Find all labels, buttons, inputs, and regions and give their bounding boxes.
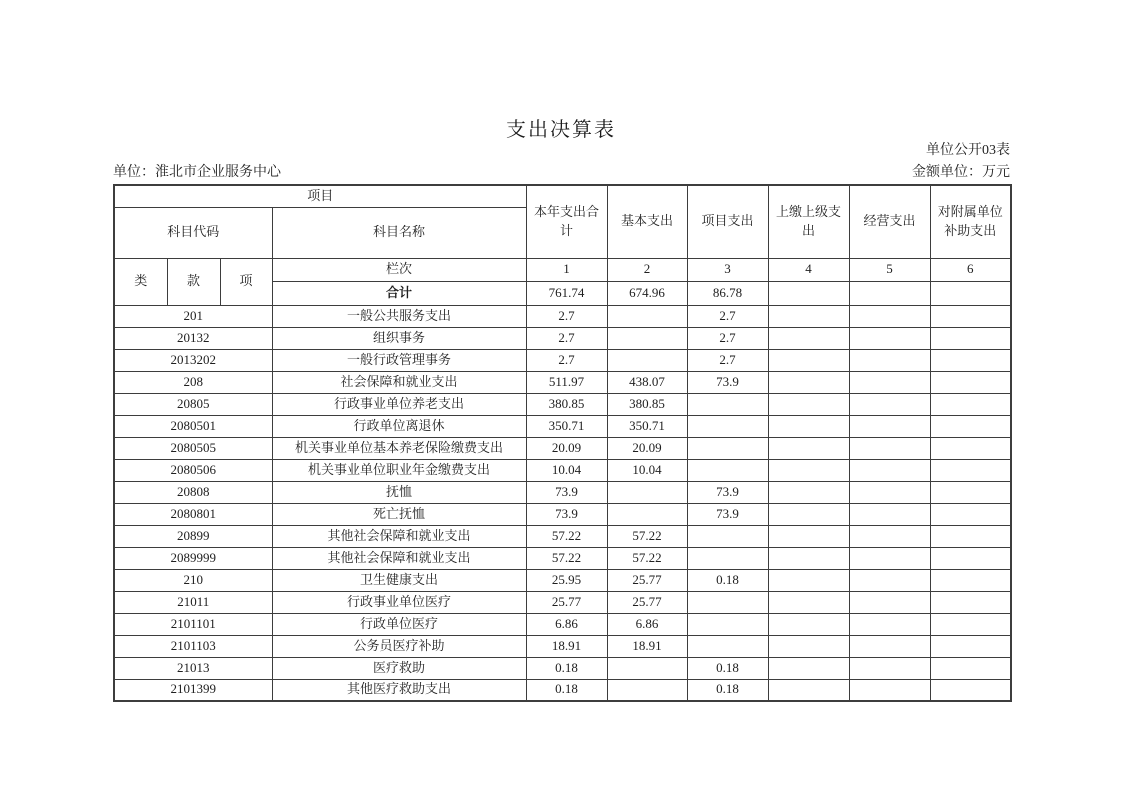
- value-cell: 0.18: [687, 657, 768, 679]
- value-cell: [930, 525, 1011, 547]
- subject-code-cell: 2101101: [114, 613, 272, 635]
- value-cell: [849, 525, 930, 547]
- value-cell: 73.9: [526, 481, 607, 503]
- value-cell: [930, 613, 1011, 635]
- subject-name-cell: 一般行政管理事务: [272, 349, 526, 371]
- value-cell: [849, 371, 930, 393]
- subject-name-cell: 抚恤: [272, 481, 526, 503]
- value-cell: [768, 437, 849, 459]
- value-cell: [930, 569, 1011, 591]
- subject-code-cell: 2101103: [114, 635, 272, 657]
- expenditure-table: [113, 184, 1012, 702]
- header-section: 款: [167, 258, 220, 305]
- table-row: [114, 569, 1011, 591]
- value-cell: 438.07: [607, 371, 687, 393]
- value-cell: [930, 591, 1011, 613]
- header-subject-code: 科目代码: [114, 207, 272, 258]
- value-cell: [687, 547, 768, 569]
- value-cell: 18.91: [607, 635, 687, 657]
- table-row: [114, 305, 1011, 327]
- value-cell: [607, 503, 687, 525]
- table-row: [114, 679, 1011, 701]
- subject-code-cell: 21011: [114, 591, 272, 613]
- table-row: [114, 591, 1011, 613]
- value-cell: 57.22: [607, 547, 687, 569]
- value-cell: 25.95: [526, 569, 607, 591]
- subject-name-cell: 医疗救助: [272, 657, 526, 679]
- value-cell: [930, 327, 1011, 349]
- value-cell: [768, 349, 849, 371]
- value-cell: 380.85: [526, 393, 607, 415]
- value-cell: [849, 393, 930, 415]
- value-cell: 73.9: [526, 503, 607, 525]
- value-cell: [930, 305, 1011, 327]
- value-cell: [768, 459, 849, 481]
- value-cell: [607, 657, 687, 679]
- value-cell: 6.86: [526, 613, 607, 635]
- value-cell: 0.18: [526, 657, 607, 679]
- subject-name-cell: 行政单位离退休: [272, 415, 526, 437]
- form-number: 单位公开03表: [926, 143, 1010, 158]
- table-row: [114, 657, 1011, 679]
- value-cell: [768, 481, 849, 503]
- page-title: 支出决算表: [506, 119, 616, 141]
- column-number: 6: [930, 258, 1011, 281]
- header-col-subsidy: 对附属单位补助支出: [930, 185, 1011, 258]
- subject-name-cell: 机关事业单位职业年金缴费支出: [272, 459, 526, 481]
- value-cell: [768, 503, 849, 525]
- subject-name-cell: 死亡抚恤: [272, 503, 526, 525]
- table-row: [114, 349, 1011, 371]
- value-cell: [687, 437, 768, 459]
- value-cell: [607, 305, 687, 327]
- subject-code-cell: 2101399: [114, 679, 272, 701]
- subject-name-cell: 组织事务: [272, 327, 526, 349]
- value-cell: [849, 415, 930, 437]
- subject-code-cell: 201: [114, 305, 272, 327]
- value-cell: [768, 371, 849, 393]
- value-cell: [930, 437, 1011, 459]
- value-cell: 0.18: [687, 569, 768, 591]
- value-cell: [607, 327, 687, 349]
- value-cell: [849, 327, 930, 349]
- value-cell: [930, 393, 1011, 415]
- value-cell: [849, 679, 930, 701]
- value-cell: [607, 349, 687, 371]
- subject-code-cell: 20808: [114, 481, 272, 503]
- table-header: [114, 185, 1011, 305]
- total-value: 674.96: [607, 281, 687, 305]
- subject-code-cell: 20899: [114, 525, 272, 547]
- value-cell: 380.85: [607, 393, 687, 415]
- table-row: [114, 635, 1011, 657]
- column-number: 2: [607, 258, 687, 281]
- value-cell: [930, 657, 1011, 679]
- table-body: [114, 305, 1011, 701]
- value-cell: [768, 591, 849, 613]
- header-class: 类: [114, 258, 167, 305]
- value-cell: [849, 437, 930, 459]
- header-col-operating: 经营支出: [849, 185, 930, 258]
- value-cell: [607, 481, 687, 503]
- value-cell: [849, 635, 930, 657]
- subject-code-cell: 2080506: [114, 459, 272, 481]
- value-cell: [768, 613, 849, 635]
- subject-code-cell: 21013: [114, 657, 272, 679]
- value-cell: 25.77: [526, 591, 607, 613]
- amount-unit: 金额单位：万元: [912, 165, 1010, 180]
- subject-name-cell: 其他社会保障和就业支出: [272, 525, 526, 547]
- value-cell: [930, 635, 1011, 657]
- header-col-total: 本年支出合计: [526, 185, 607, 258]
- unit-name: 单位：淮北市企业服务中心: [113, 165, 281, 180]
- value-cell: [849, 459, 930, 481]
- value-cell: 57.22: [526, 525, 607, 547]
- total-value: [849, 281, 930, 305]
- subject-code-cell: 20132: [114, 327, 272, 349]
- subject-code-cell: 2080505: [114, 437, 272, 459]
- value-cell: 18.91: [526, 635, 607, 657]
- table-row: [114, 481, 1011, 503]
- value-cell: 57.22: [526, 547, 607, 569]
- subject-name-cell: 其他社会保障和就业支出: [272, 547, 526, 569]
- subject-name-cell: 卫生健康支出: [272, 569, 526, 591]
- header-project: 项目: [114, 185, 526, 207]
- value-cell: 0.18: [526, 679, 607, 701]
- total-value: [930, 281, 1011, 305]
- value-cell: 2.7: [687, 327, 768, 349]
- subject-code-cell: 2080501: [114, 415, 272, 437]
- value-cell: [930, 459, 1011, 481]
- value-cell: [768, 305, 849, 327]
- value-cell: [687, 591, 768, 613]
- table-row: [114, 437, 1011, 459]
- subject-code-cell: 208: [114, 371, 272, 393]
- value-cell: [687, 393, 768, 415]
- subject-name-cell: 一般公共服务支出: [272, 305, 526, 327]
- value-cell: [687, 635, 768, 657]
- subject-name-cell: 行政单位医疗: [272, 613, 526, 635]
- column-number: 1: [526, 258, 607, 281]
- value-cell: 350.71: [607, 415, 687, 437]
- value-cell: [687, 525, 768, 547]
- value-cell: 10.04: [526, 459, 607, 481]
- value-cell: [687, 613, 768, 635]
- value-cell: [930, 679, 1011, 701]
- value-cell: [930, 547, 1011, 569]
- header-col-upper: 上缴上级支出: [768, 185, 849, 258]
- value-cell: [768, 525, 849, 547]
- value-cell: [768, 393, 849, 415]
- value-cell: [849, 503, 930, 525]
- value-cell: [607, 679, 687, 701]
- value-cell: [768, 569, 849, 591]
- value-cell: 6.86: [607, 613, 687, 635]
- value-cell: [930, 371, 1011, 393]
- value-cell: [768, 657, 849, 679]
- value-cell: 511.97: [526, 371, 607, 393]
- header-subject-name: 科目名称: [272, 207, 526, 258]
- total-value: 86.78: [687, 281, 768, 305]
- value-cell: [768, 679, 849, 701]
- value-cell: [849, 657, 930, 679]
- value-cell: [849, 591, 930, 613]
- value-cell: 25.77: [607, 569, 687, 591]
- header-item: 项: [220, 258, 272, 305]
- total-label: 合计: [272, 281, 526, 305]
- subject-name-cell: 机关事业单位基本养老保险缴费支出: [272, 437, 526, 459]
- value-cell: 25.77: [607, 591, 687, 613]
- value-cell: [930, 503, 1011, 525]
- value-cell: [849, 349, 930, 371]
- table-row: [114, 547, 1011, 569]
- column-number: 5: [849, 258, 930, 281]
- subject-name-cell: 行政事业单位医疗: [272, 591, 526, 613]
- value-cell: 20.09: [526, 437, 607, 459]
- subject-name-cell: 社会保障和就业支出: [272, 371, 526, 393]
- subject-code-cell: 2080801: [114, 503, 272, 525]
- subject-code-cell: 210: [114, 569, 272, 591]
- table-row: [114, 415, 1011, 437]
- meta-row: [113, 161, 1010, 181]
- value-cell: [768, 635, 849, 657]
- table-row: [114, 393, 1011, 415]
- value-cell: 73.9: [687, 481, 768, 503]
- column-number: 4: [768, 258, 849, 281]
- header-col-basic: 基本支出: [607, 185, 687, 258]
- table-row: [114, 371, 1011, 393]
- total-value: 761.74: [526, 281, 607, 305]
- subject-code-cell: 2089999: [114, 547, 272, 569]
- value-cell: [768, 327, 849, 349]
- subject-name-cell: 其他医疗救助支出: [272, 679, 526, 701]
- value-cell: [849, 547, 930, 569]
- column-number: 3: [687, 258, 768, 281]
- header-row-label: 栏次: [272, 258, 526, 281]
- subject-code-cell: 2013202: [114, 349, 272, 371]
- header-col-project-exp: 项目支出: [687, 185, 768, 258]
- subject-name-cell: 公务员医疗补助: [272, 635, 526, 657]
- table-row: [114, 459, 1011, 481]
- value-cell: [849, 613, 930, 635]
- value-cell: 2.7: [687, 349, 768, 371]
- value-cell: 350.71: [526, 415, 607, 437]
- value-cell: [768, 415, 849, 437]
- value-cell: [930, 349, 1011, 371]
- table-row: [114, 503, 1011, 525]
- table-row: [114, 613, 1011, 635]
- value-cell: 2.7: [526, 305, 607, 327]
- value-cell: [849, 569, 930, 591]
- value-cell: 2.7: [526, 349, 607, 371]
- value-cell: 0.18: [687, 679, 768, 701]
- value-cell: [687, 459, 768, 481]
- subject-code-cell: 20805: [114, 393, 272, 415]
- table-row: [114, 327, 1011, 349]
- value-cell: [687, 415, 768, 437]
- value-cell: [849, 305, 930, 327]
- subject-name-cell: 行政事业单位养老支出: [272, 393, 526, 415]
- value-cell: [768, 547, 849, 569]
- value-cell: 73.9: [687, 503, 768, 525]
- total-value: [768, 281, 849, 305]
- value-cell: 2.7: [687, 305, 768, 327]
- table-row: [114, 525, 1011, 547]
- value-cell: 20.09: [607, 437, 687, 459]
- value-cell: 10.04: [607, 459, 687, 481]
- value-cell: 57.22: [607, 525, 687, 547]
- value-cell: 73.9: [687, 371, 768, 393]
- value-cell: [930, 415, 1011, 437]
- value-cell: [930, 481, 1011, 503]
- value-cell: [849, 481, 930, 503]
- value-cell: 2.7: [526, 327, 607, 349]
